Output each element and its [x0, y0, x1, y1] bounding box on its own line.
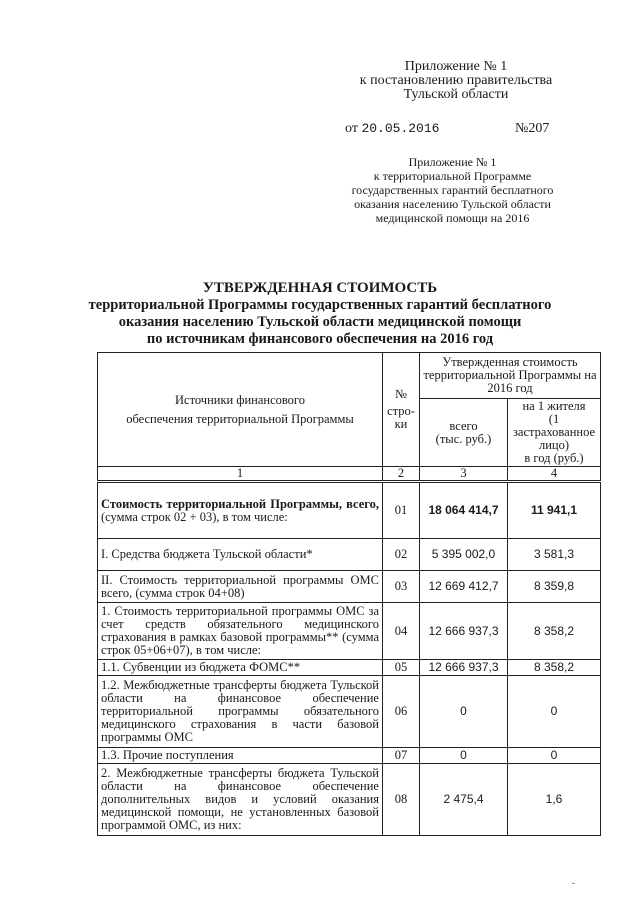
row-source: 1.3. Прочие поступления — [98, 748, 383, 764]
table-row — [98, 676, 601, 748]
row-source: II. Стоимость территориальной программы ОМС всего, (сумма строк 04+08) — [98, 571, 383, 603]
row-number: 06 — [383, 676, 420, 748]
row-per-capita: 11 941,1 — [508, 482, 601, 539]
row-source: Стоимость территориальной Программы, всего, (сумма строк 02 + 03), в том числе: — [98, 482, 383, 539]
row-total: 12 669 412,7 — [420, 571, 508, 603]
row-total: 18 064 414,7 — [420, 482, 508, 539]
row-total: 12 666 937,3 — [420, 660, 508, 676]
title-line-1: УТВЕРЖДЕННАЯ СТОИМОСТЬ — [202, 280, 438, 296]
table-row — [98, 660, 601, 676]
row-total: 0 — [420, 748, 508, 764]
row-number: 01 — [383, 482, 420, 539]
row-per-capita: 1,6 — [508, 764, 601, 836]
row-per-capita: 8 358,2 — [508, 660, 601, 676]
row-source: 1.2. Межбюджетные трансферты бюджета Тульской области на финансовое обеспечение территориальной программы обязательного медицинского страхования в части базовой программы ОМС — [98, 676, 383, 748]
column-number: 1 — [98, 467, 383, 482]
program-appendix-header — [340, 155, 565, 225]
header-approved-cost: Утвержденная стоимость территориальной Программы на 2016 год — [420, 353, 601, 399]
row-total: 12 666 937,3 — [420, 603, 508, 660]
row-total: 2 475,4 — [420, 764, 508, 836]
row-number: 08 — [383, 764, 420, 836]
row-total: 0 — [420, 676, 508, 748]
table-row — [98, 764, 601, 836]
appendix-header — [352, 60, 560, 102]
appendix-line-1: Приложение № 1 — [404, 59, 508, 74]
title-line-4: по источникам финансового обеспечения на 2016 год — [146, 331, 494, 347]
program-appendix-line-3: государственных гарантий бесплатного — [351, 183, 554, 197]
scan-speck — [572, 883, 575, 884]
decree-line — [345, 121, 560, 137]
row-source: 1.1. Субвенции из бюджета ФОМС** — [98, 660, 383, 676]
title-line-3: оказания населению Тульской области медицинской помощи — [118, 314, 522, 330]
column-number-row — [98, 467, 601, 482]
date-prefix: от — [345, 121, 358, 136]
row-total: 5 395 002,0 — [420, 539, 508, 571]
header-per-capita: на 1 жителя (1 застрахованное лицо) в год (руб.) — [508, 399, 601, 467]
row-source: I. Средства бюджета Тульской области* — [98, 539, 383, 571]
row-per-capita: 8 359,8 — [508, 571, 601, 603]
row-per-capita: 3 581,3 — [508, 539, 601, 571]
program-appendix-line-1: Приложение № 1 — [408, 155, 497, 169]
row-number: 03 — [383, 571, 420, 603]
table-row — [98, 539, 601, 571]
row-per-capita: 8 358,2 — [508, 603, 601, 660]
column-number: 2 — [383, 467, 420, 482]
header-total: всего (тыс. руб.) — [420, 399, 508, 467]
row-per-capita: 0 — [508, 676, 601, 748]
decree-number: №207 — [515, 121, 550, 136]
title-line-2: территориальной Программы государственных гарантий бесплатного — [88, 297, 552, 313]
decree-date: 20.05.2016 — [361, 121, 440, 136]
row-number: 05 — [383, 660, 420, 676]
table-row — [98, 571, 601, 603]
appendix-line-2: к постановлению правительства — [359, 73, 553, 88]
table-row — [98, 482, 601, 539]
column-number: 4 — [508, 467, 601, 482]
column-number: 3 — [420, 467, 508, 482]
row-number: 04 — [383, 603, 420, 660]
header-source: Источники финансового обеспечения территориальной Программы — [98, 353, 383, 467]
header-row-number: № стро- ки — [383, 353, 420, 467]
appendix-line-3: Тульской области — [403, 87, 509, 102]
document-title — [80, 280, 560, 348]
row-per-capita: 0 — [508, 748, 601, 764]
table-row — [98, 603, 601, 660]
row-source: 1. Стоимость территориальной программы ОМС за счет средств обязательного медицинского страхования в рамках базовой программы** (сумма строк 05+06+07), в том числе: — [98, 603, 383, 660]
header-row — [98, 353, 601, 399]
row-number: 07 — [383, 748, 420, 764]
program-appendix-line-4: оказания населению Тульской области — [354, 197, 551, 211]
row-source: 2. Межбюджетные трансферты бюджета Тульской области на финансовое обеспечение дополнительных видов и условий оказания медицинской помощи, не установленных базовой программой ОМС, из них: — [98, 764, 383, 836]
program-appendix-line-5: медицинской помощи на 2016 — [375, 211, 530, 225]
program-appendix-line-2: к территориальной Программе — [373, 169, 532, 183]
row-number: 02 — [383, 539, 420, 571]
table-row — [98, 748, 601, 764]
financing-table — [97, 352, 601, 836]
